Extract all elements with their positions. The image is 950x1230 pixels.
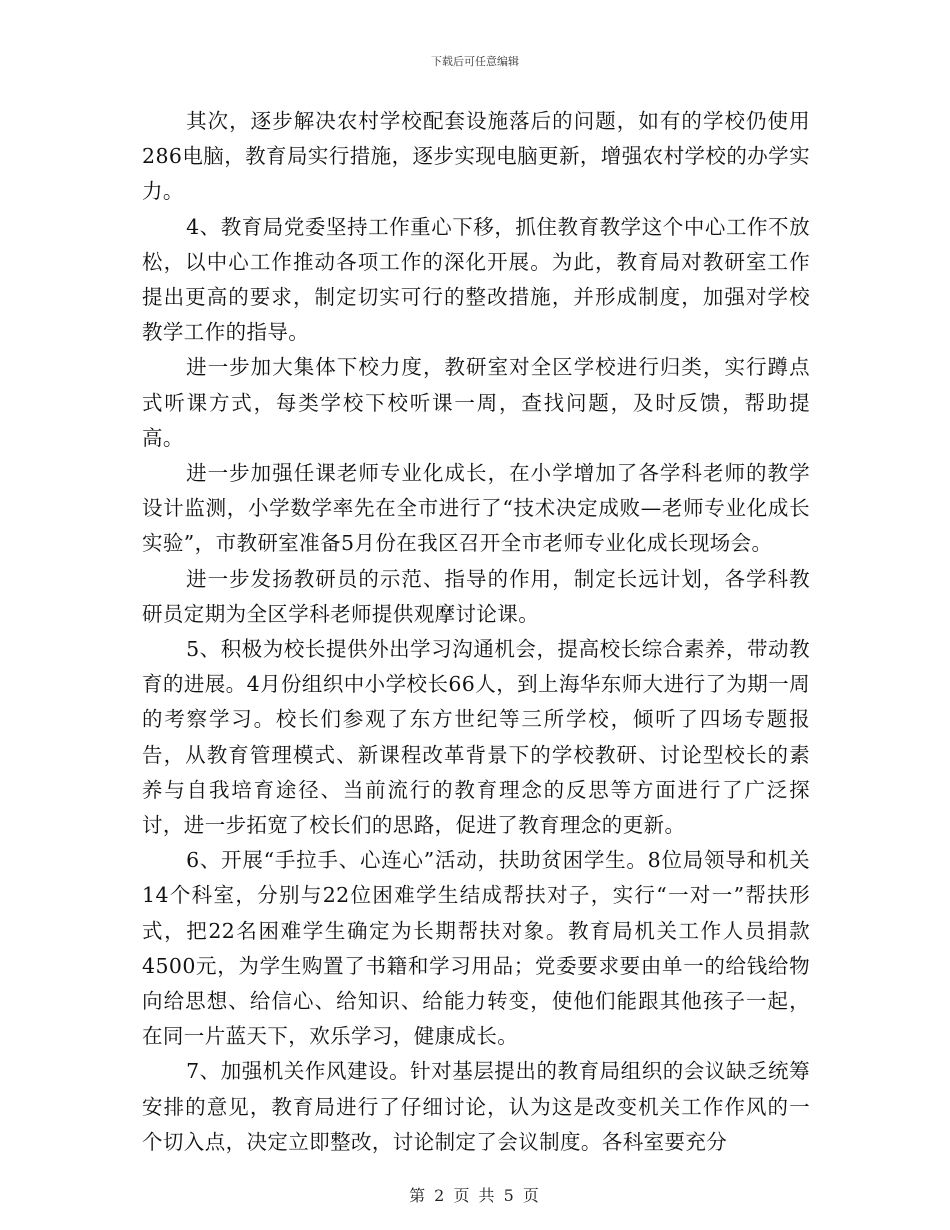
paragraph: 7、加强机关作风建设。针对基层提出的教育局组织的会议缺乏统筹安排的意见，教育局进行了仔细讨论，认为这是改变机关工作作风的一个切入点，决定立即整改，讨论制定了会议制度。各科室要充分 xyxy=(142,1059,810,1154)
paragraph: 进一步发扬教研员的示范、指导的作用，制定长远计划，各学科教研员定期为全区学科老师提供观摩讨论课。 xyxy=(142,566,810,626)
paragraph: 5、积极为校长提供外出学习沟通机会，提高校长综合素养，带动教育的进展。4月份组织中小学校长66人，到上海华东师大进行了为期一周的考察学习。校长们参观了东方世纪等三所学校，倾听了四场专题报告，从教育管理模式、新课程改革背景下的学校教研、讨论型校长的素养与自我培育途径、当前流行的教育理念的反思等方面进行了广泛探讨，进一步拓宽了校长们的思路，促进了教育理念的更新。 xyxy=(142,637,810,838)
page-header: 下载后可任意编辑 xyxy=(431,55,519,68)
paragraph: 进一步加大集体下校力度，教研室对全区学校进行归类，实行蹲点式听课方式，每类学校下校听课一周，查找问题，及时反馈，帮助提高。 xyxy=(142,355,810,450)
paragraph: 其次，逐步解决农村学校配套设施落后的问题，如有的学校仍使用286电脑，教育局实行措施，逐步实现电脑更新，增强农村学校的办学实力。 xyxy=(142,109,810,204)
document-body xyxy=(142,104,810,1160)
paragraph: 4、教育局党委坚持工作重心下移，抓住教育教学这个中心工作不放松，以中心工作推动各项工作的深化开展。为此，教育局对教研室工作提出更高的要求，制定切实可行的整改措施，并形成制度，加强对学校教学工作的指导。 xyxy=(142,214,810,345)
paragraph: 6、开展“手拉手、心连心”活动，扶助贫困学生。8位局领导和机关14个科室，分别与22位困难学生结成帮扶对子，实行“一对一”帮扶形式，把22名困难学生确定为长期帮扶对象。教育局机关工作人员捐款4500元，为学生购置了书籍和学习用品；党委要求要由单一的给钱给物向给思想、给信心、给知识、给能力转变，使他们能跟其他孩子一起，在同一片蓝天下，欢乐学习，健康成长。 xyxy=(142,848,810,1049)
paragraph: 进一步加强任课老师专业化成长，在小学增加了各学科老师的教学设计监测，小学数学率先在全市进行了“技术决定成败—老师专业化成长实验”，市教研室准备5月份在我区召开全市老师专业化成长现场会。 xyxy=(142,461,810,556)
page-number: 第 2 页 共 5 页 xyxy=(409,1186,541,1205)
